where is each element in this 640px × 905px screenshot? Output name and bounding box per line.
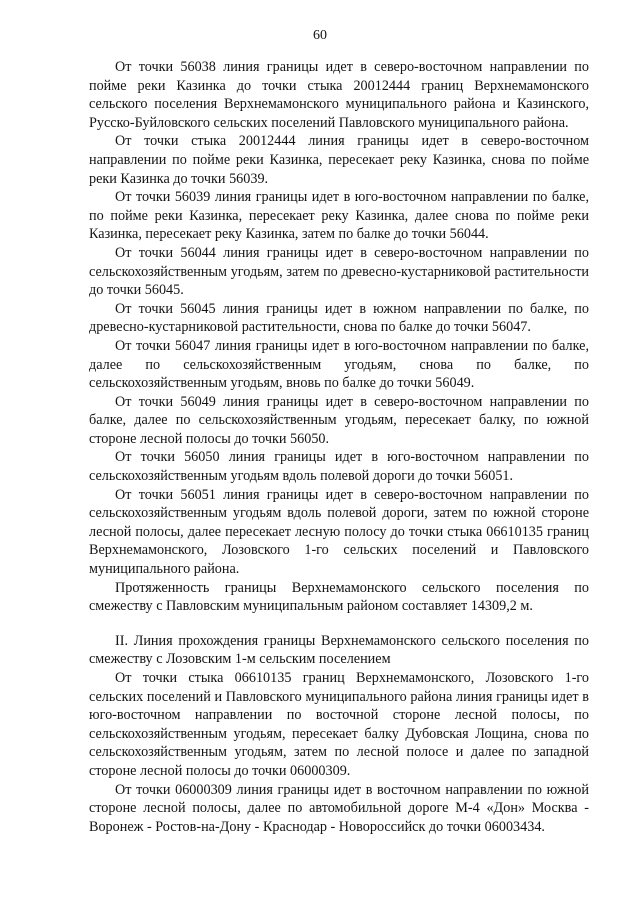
paragraph: От точки 56047 линия границы идет в юго-восточном направлении по балке, далее по сельскохозяйственным угодьям, снова по балке, по сельскохозяйственным угодьям, вновь по балке до точки 56049. <box>89 337 589 392</box>
paragraph: От точки 56049 линия границы идет в северо-восточном направлении по балке, далее по сельскохозяйственным угодьям, пересекает балку, по южной стороне лесной полосы до точки 56050. <box>89 393 589 447</box>
section-heading: II. Линия прохождения границы Верхнемамонского сельского поселения по смежеству с Лозовским 1-м сельским поселением <box>89 632 589 668</box>
paragraph: От точки стыка 20012444 линия границы идет в северо-восточном направлении по пойме реки Казинка, пересекает реку Казинка, снова по пойме реки Казинка до точки 56039. <box>89 133 589 187</box>
paragraph: От точки 06000309 линия границы идет в восточном направлении по южной стороне лесной полосы, далее по автомобильной дороге М-4 «Дон» Москва - Воронеж - Ростов-на-Дону - Краснодар - Новороссийск до точки 06003434. <box>89 781 589 835</box>
paragraph: От точки 56050 линия границы идет в юго-восточном направлении по сельскохозяйственным угодьям вдоль полевой дороги до точки 56051. <box>89 449 589 485</box>
paragraph: От точки 56038 линия границы идет в северо-восточном направлении по пойме реки Казинка до точки стыка 20012444 границ Верхнемамонского сельского поселения Верхнемамонского муниципального района и Казинского, Русско-Буйловского сельских поселений Павловского муниципального района. <box>89 59 589 131</box>
paragraph: От точки 56044 линия границы идет в северо-восточном направлении по сельскохозяйственным угодьям, затем по древесно-кустарниковой растительности до точки 56045. <box>89 244 589 299</box>
document-body <box>89 58 589 836</box>
page-number: 60 <box>313 28 327 43</box>
paragraph: От точки 56051 линия границы идет в северо-восточном направлении по сельскохозяйственным угодьям вдоль полевой дороги, затем по южной стороне лесной полосы, далее пересекает лесную полосу до точки стыка 06610135 границ Верхнемамонского, Лозовского 1-го сельских поселений и Павловского муниципального района. <box>89 486 589 578</box>
paragraph: От точки 56045 линия границы идет в южном направлении по балке, по древесно-кустарниковой растительности, снова по балке до точки 56047. <box>89 300 589 336</box>
paragraph: От точки 56039 линия границы идет в юго-восточном направлении по балке, по пойме реки Казинка, пересекает реку Казинка, далее снова по пойме реки Казинка, пересекает реку Казинка, затем по балке до точки 56044. <box>89 189 589 243</box>
paragraph: От точки стыка 06610135 границ Верхнемамонского, Лозовского 1-го сельских поселений и Павловского муниципального района линия границы идет в юго-восточном направлении по восточной стороне лесной полосы, по сельскохозяйственным угодьям, пересекает балку Дубовская Лощина, снова по сельскохозяйственным угодьям, затем по лесной полосе и далее по западной стороне лесной полосы до точки 06000309. <box>89 670 589 779</box>
length-summary: Протяженность границы Верхнемамонского сельского поселения по смежеству с Павловским муниципальным районом составляет 14309,2 м. <box>89 579 589 615</box>
